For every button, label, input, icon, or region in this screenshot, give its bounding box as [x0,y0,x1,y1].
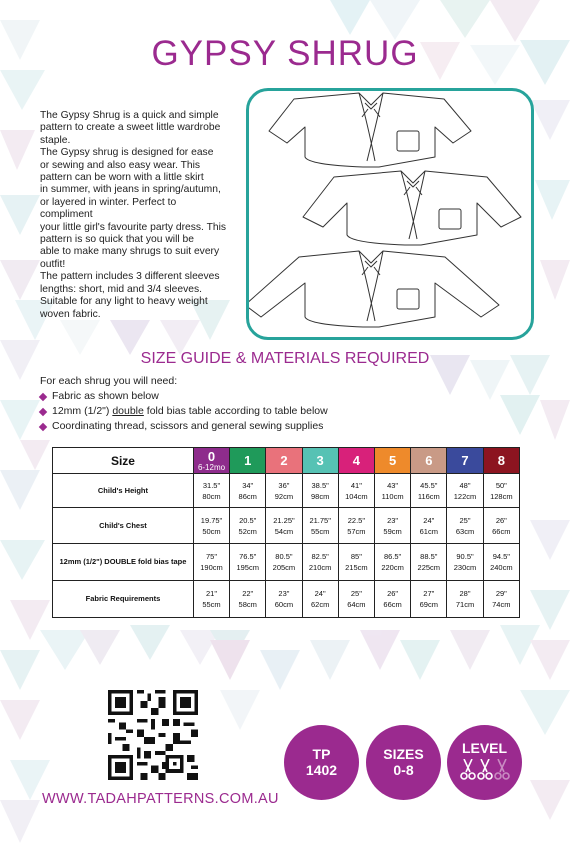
badge-line: 1402 [305,762,338,778]
intro-line: woven fabric. [40,308,101,320]
size-header-5 [374,448,410,474]
size-header-0 [193,448,229,474]
intro-line: pattern can be worn with a little skirt [40,172,204,184]
cell-cm: 52cm [238,526,257,536]
cell-inches: 24" [314,589,326,598]
size-number: 6 [425,453,433,468]
table-cell [266,581,302,618]
bullet-icon [39,407,47,415]
cell-cm: 60cm [274,600,294,609]
bullet-icon [39,392,47,400]
list-item [40,404,328,419]
cell-inches: 26" [387,589,399,598]
table-cell [266,544,302,581]
intro-line: pattern to create a sweet little wardrobe [40,122,221,134]
cell-inches: 25" [350,589,362,598]
cell-cm: 55cm [310,526,330,536]
table-cell [302,474,338,508]
cell-cm: 190cm [200,563,223,572]
materials-intro: For each shrug you will need: [40,375,178,387]
cell-inches: 50" [495,480,507,490]
table-cell [338,581,374,618]
table-cell [193,508,229,544]
badge-line: SIZES [383,746,424,762]
size-header-3 [302,448,338,474]
intro-line: The pattern includes 3 different sleeves [40,271,220,283]
cell-cm: 64cm [347,600,366,609]
table-cell [483,474,519,508]
table-cell [302,581,338,618]
table-cell [338,508,374,544]
cell-inches: 24" [423,515,435,525]
size-number: 0 [207,449,216,464]
intro-line: pattern is so quick that you will be [40,234,194,246]
scissors-icon [477,759,493,781]
cell-inches: 29" [495,589,507,598]
cell-inches: 21.25" [273,515,295,525]
cell-inches: 75" [205,552,217,561]
cell-cm: 210cm [308,563,332,572]
cell-inches: 94.5" [492,552,510,561]
size-subtitle: 6-12mo [197,463,226,472]
materials-list [40,389,328,434]
section-title: SIZE GUIDE & MATERIALS REQUIRED [140,350,430,367]
table-cell [266,474,302,508]
cell-cm: 80cm [202,491,221,501]
table-cell [374,581,410,618]
cell-inches: 45.5" [420,480,438,490]
cell-inches: 43" [387,480,399,490]
intro-line: Suitable for any light to heavy weight [40,296,208,308]
row-label: Child's Height [53,474,194,508]
bullet-text [52,404,328,419]
cell-cm: 62cm [310,600,330,609]
cell-cm: 240cm [490,563,513,572]
list-item [40,419,328,434]
table-row [53,508,520,544]
table-cell [411,508,447,544]
cell-inches: 26" [495,515,507,525]
size-header-8 [483,448,519,474]
cell-inches: 90.5" [456,552,474,561]
cell-cm: 50cm [202,526,221,536]
cell-inches: 82.5" [311,552,329,561]
cell-inches: 34" [242,480,254,490]
table-cell [193,474,229,508]
cell-cm: 220cm [381,563,404,572]
cell-cm: 71cm [455,600,475,609]
intro-line: The Gypsy shrug is designed for ease [40,147,214,159]
size-header-1 [230,448,266,474]
table-cell [266,508,302,544]
cell-inches: 23" [278,589,290,598]
table-row [53,474,520,508]
cell-cm: 215cm [345,563,368,572]
table-cell [447,508,483,544]
intro-line: compliment [40,209,93,221]
size-table [52,447,520,618]
cell-cm: 61cm [419,526,438,536]
bullet-icon [39,422,47,430]
shrug-illustration [249,91,531,337]
table-cell [447,544,483,581]
cell-cm: 63cm [455,526,475,536]
cell-inches: 86.5" [383,552,402,561]
cell-cm: 98cm [310,491,330,501]
level-badge [447,725,522,800]
size-header-4 [338,448,374,474]
table-cell [483,544,519,581]
intro-line: able to make many shrugs to suit every [40,246,220,258]
table-cell [230,474,266,508]
table-cell [447,474,483,508]
bullet-text: Fabric as shown below [52,390,159,402]
badge-line: TP [312,746,331,762]
table-cell [230,544,266,581]
level-rating [447,759,522,781]
table-cell [374,474,410,508]
cell-cm: 128cm [490,491,513,501]
website-link[interactable]: WWW.TADAHPATTERNS.COM.AU [42,791,279,807]
cell-inches: 20.5" [239,515,257,525]
table-row [53,581,520,618]
table-cell [411,581,447,618]
cell-inches: 21.75" [309,515,331,525]
size-header-2 [266,448,302,474]
table-cell [447,581,483,618]
cell-cm: 58cm [238,600,257,609]
scissors-icon [494,759,510,781]
table-cell [230,508,266,544]
table-cell [483,581,519,618]
cell-inches: 25" [459,515,471,525]
badge-line: 0-8 [393,762,414,778]
cell-cm: 59cm [383,526,402,536]
table-cell [302,544,338,581]
cell-inches: 88.5" [420,552,438,561]
cell-inches: 85" [350,552,362,561]
cell-cm: 122cm [453,491,477,501]
cell-cm: 54cm [274,526,294,536]
cell-cm: 66cm [383,600,402,609]
table-cell [483,508,519,544]
qr-code [108,690,198,780]
bullet-text-underlined: double [112,405,144,417]
size-number: 3 [316,453,324,468]
intro-line: The Gypsy Shrug is a quick and simple [40,110,219,121]
size-header-7 [447,448,483,474]
table-cell [411,544,447,581]
size-number: 5 [388,453,397,468]
page-title: GYPSY SHRUG [151,34,419,73]
intro-line: staple. [40,134,71,146]
table-cell [338,474,374,508]
cell-cm: 225cm [417,563,441,572]
sizes-badge [366,725,441,800]
badge-line: LEVEL [461,740,508,756]
list-item [40,389,328,404]
bullet-text-part: 12mm (1/2") [52,405,113,417]
size-header-row [53,448,520,474]
size-number: 7 [461,453,469,468]
cell-cm: 66cm [492,526,511,536]
size-number: 2 [280,453,288,468]
intro-line: or sewing and also easy wear. This [40,159,201,171]
cell-cm: 205cm [272,563,296,572]
cell-cm: 57cm [347,526,366,536]
intro-line: lengths: short, mid and 3/4 sleeves. [40,283,202,295]
bullet-text-part: fold bias table according to table below [143,405,328,417]
table-cell [374,508,410,544]
cell-cm: 195cm [236,563,259,572]
row-label: 12mm (1/2") DOUBLE fold bias tape [53,544,194,581]
shrug-illustration-frame [246,88,534,340]
size-header-6 [411,448,447,474]
cell-cm: 86cm [238,491,257,501]
size-number: 4 [352,453,360,468]
size-label: Size [53,448,194,474]
cell-inches: 27" [423,589,435,598]
table-row [53,544,520,581]
cell-cm: 74cm [492,600,511,609]
pattern-number-badge [284,725,359,800]
cell-inches: 76.5" [239,552,257,561]
cell-inches: 21" [205,589,217,598]
intro-text [40,110,240,321]
intro-line: outfit! [40,258,66,270]
cell-inches: 23" [387,515,399,525]
cell-inches: 80.5" [275,552,293,561]
table-cell [302,508,338,544]
size-table-body [53,474,520,618]
table-cell [338,544,374,581]
scissors-icon [460,759,476,781]
cell-cm: 110cm [381,491,404,501]
table-cell [374,544,410,581]
intro-line: or layered in winter. Perfect to [40,196,177,208]
cell-inches: 36" [278,480,290,490]
cell-inches: 22.5" [347,515,365,525]
cell-cm: 104cm [345,491,368,501]
table-cell [230,581,266,618]
cell-inches: 48" [459,480,471,490]
cell-cm: 230cm [453,563,477,572]
cell-cm: 69cm [419,600,438,609]
cell-cm: 55cm [202,600,221,609]
table-cell [193,544,229,581]
cell-inches: 31.5" [202,480,221,490]
cell-inches: 38.5" [311,480,329,490]
cell-cm: 92cm [274,491,294,501]
row-label: Fabric Requirements [53,581,194,618]
cell-inches: 41" [350,480,362,490]
cell-inches: 22" [242,589,254,598]
size-number: 1 [244,453,252,468]
cell-cm: 116cm [417,491,440,501]
table-cell [193,581,229,618]
intro-line: your little girl's favourite party dress. This [40,221,227,233]
table-cell [411,474,447,508]
intro-line: in summer, with jeans in spring/autumn, [40,184,221,196]
bullet-text: Coordinating thread, scissors and general sewing supplies [52,420,324,432]
cell-inches: 19.75" [200,515,223,525]
cell-inches: 28" [459,589,471,598]
size-number: 8 [497,453,505,468]
row-label: Child's Chest [53,508,194,544]
